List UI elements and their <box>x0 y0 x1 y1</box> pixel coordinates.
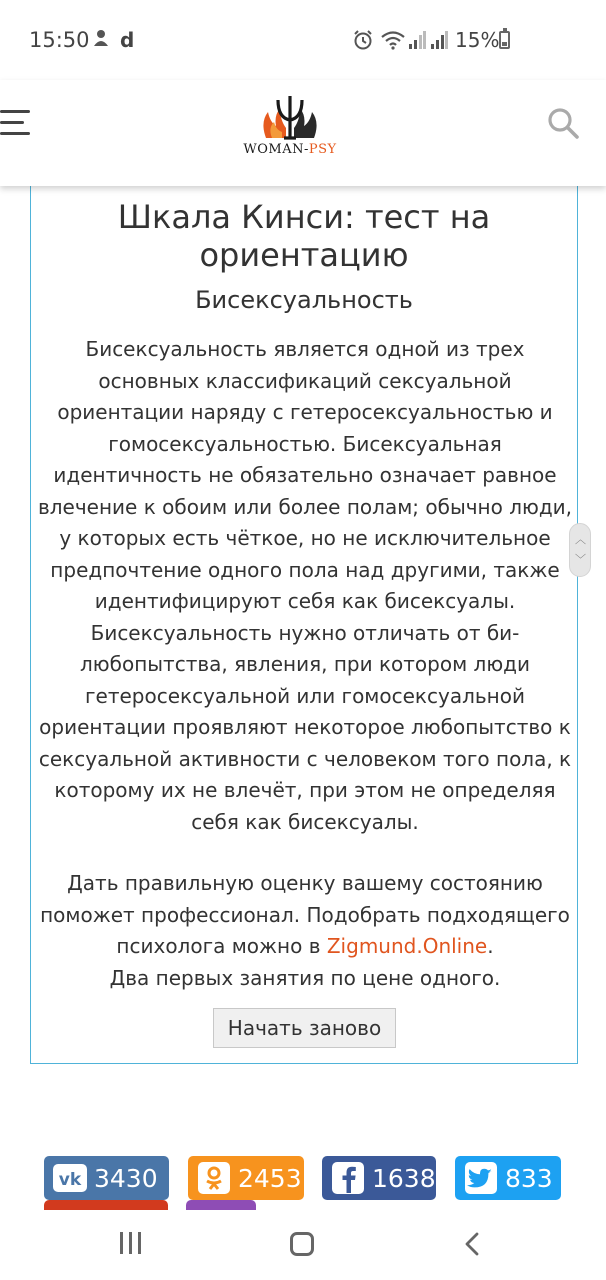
share-facebook-button[interactable] <box>322 1156 436 1200</box>
site-logo[interactable] <box>240 92 340 172</box>
scroll-handle[interactable] <box>569 523 591 577</box>
zigmund-link[interactable]: Zigmund.Online <box>326 934 488 958</box>
share-twitter-button[interactable] <box>455 1156 561 1200</box>
chevron-up-icon: ︿ <box>575 533 586 546</box>
vk-icon <box>50 1158 90 1198</box>
promo-text: Дать правильную оценку вашему состоянию поможет профессионал. Подобрать подходящего психолога можно в <box>40 871 570 958</box>
logo-psi-icon <box>258 92 322 140</box>
battery-percent: 15% <box>455 28 500 52</box>
odnoklassniki-icon <box>194 1158 234 1198</box>
twitter-icon <box>461 1158 501 1198</box>
share-ok-button[interactable] <box>188 1156 304 1200</box>
logo-text <box>240 142 340 157</box>
result-title: Шкала Кинси: тест на ориентацию <box>117 198 491 274</box>
status-time: 15:50 <box>29 28 90 52</box>
promo-block <box>33 868 577 994</box>
ok-count: 2453 <box>238 1163 302 1193</box>
site-header <box>0 80 606 186</box>
notification-icon <box>92 28 110 53</box>
status-bar <box>0 0 606 80</box>
share-vk-button[interactable] <box>44 1156 169 1200</box>
back-icon[interactable] <box>463 1232 483 1256</box>
result-subtitle: Бисексуальность <box>195 286 413 314</box>
logo-text-main: WOMAN- <box>243 142 309 157</box>
alarm-icon <box>352 29 374 55</box>
twitter-count: 833 <box>505 1163 553 1193</box>
facebook-icon <box>328 1158 368 1198</box>
menu-icon[interactable] <box>0 108 30 138</box>
logo-text-accent: PSY <box>308 142 337 157</box>
d-app-icon: d <box>120 28 135 52</box>
share-bar <box>0 1156 606 1202</box>
promo-line2: Два первых занятия по цене одного. <box>109 965 501 990</box>
wifi-icon <box>380 29 406 55</box>
android-nav-bar <box>0 1210 606 1280</box>
home-icon[interactable] <box>290 1232 314 1256</box>
recent-apps-icon[interactable] <box>119 1232 143 1254</box>
promo-text-end: . <box>487 934 494 958</box>
signal-icon-1 <box>408 30 426 54</box>
vk-count: 3430 <box>94 1163 158 1193</box>
signal-icon-2 <box>430 30 448 54</box>
result-box <box>30 186 578 1064</box>
battery-icon <box>499 31 510 49</box>
svg-text:vk: vk <box>58 1170 82 1190</box>
facebook-count: 1638 <box>372 1163 436 1193</box>
status-left-icons <box>92 28 134 53</box>
result-description: Бисексуальность является одной из трех основных классификаций сексуальной ориентации наряду с гетеросексуальностью и гомосексуальностью. Бисексуальная идентичность не обязательно означает равное влечение к обоим или более полам; обычно люди, у которых есть чёткое, но не исключительное предпочтение одного пола над другими, также идентифицируют себя как бисексуалы. Бисексуальность нужно отличать от би-любопытства, явления, при котором люди гетеросексуальной или гомосексуальной ориентации проявляют некоторое любопытство к сексуальной активности с человеком того пола, к которому их не влечёт, при этом не определяя себя как бисексуалы. <box>37 337 573 834</box>
restart-button[interactable]: Начать заново <box>213 1008 396 1048</box>
search-icon[interactable] <box>546 106 580 140</box>
chevron-down-icon: ﹀ <box>575 553 586 566</box>
